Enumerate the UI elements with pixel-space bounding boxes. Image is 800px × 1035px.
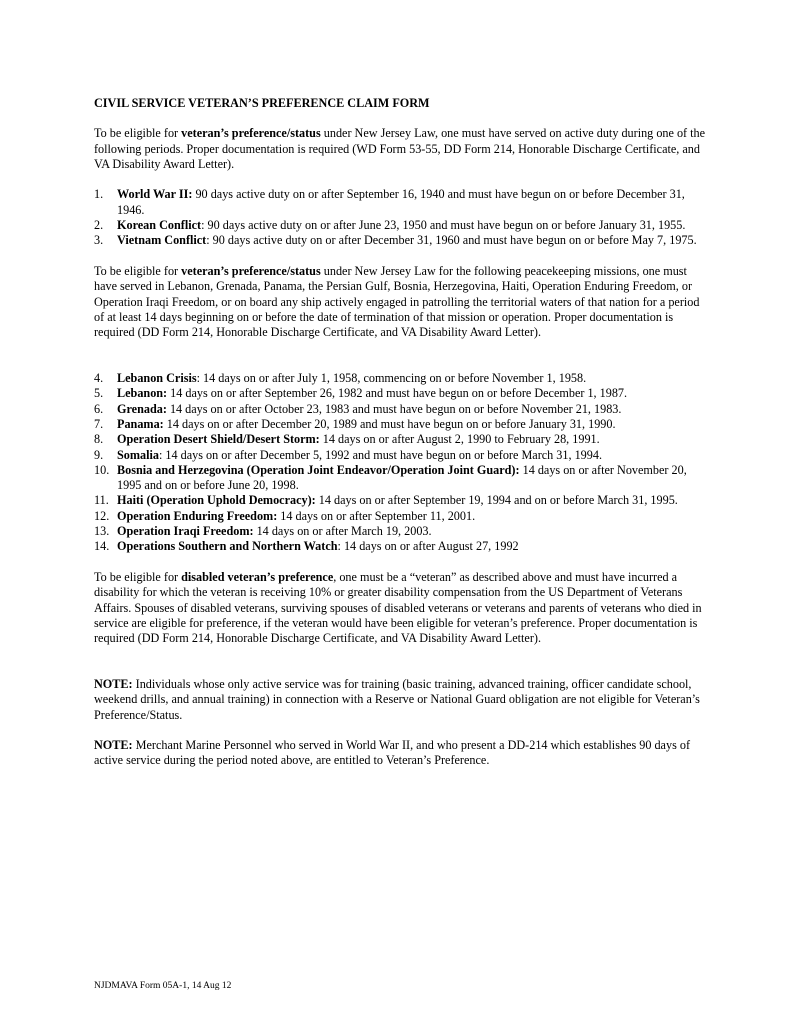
item-name: Korean Conflict [117, 218, 202, 233]
list-item [94, 493, 706, 508]
item-number: 9. [94, 447, 104, 462]
item-name: Operation Iraqi Freedom: [117, 524, 254, 539]
note-text: Individuals whose only active service was for training (basic training, advanced training, officer candidate school, weekend drills, and annual training) in connection with a Reserve or National Guard obligation are not eligible for Veteran’s Preference/Status. [94, 676, 700, 722]
list-item [94, 371, 706, 386]
item-name: Operation Desert Shield/Desert Storm: [117, 432, 320, 447]
item-number: 4. [94, 371, 104, 386]
list-item [94, 417, 706, 432]
peace-text-post: under New Jersey Law for the following peacekeeping missions, one must have served in Lebanon, Grenada, Panama, the Persian Gulf, Bosnia, Herzegovina, Haiti, Operation Enduring Freedom, or Operation Iraqi Freedom, or on board any ship actively engaged in patrolling the territorial waters of that nation for a period of at least 14 days beginning on or before the date of termination of that mission or operation. Proper documentation is required (DD Form 214, Honorable Discharge Certificate, and VA Disability Award Letter). [94, 263, 700, 340]
list-item [94, 463, 706, 494]
intro-paragraph [94, 126, 706, 172]
item-text: 14 days on or after September 11, 2001. [277, 508, 476, 523]
item-name: Panama: [117, 416, 164, 431]
list-item [94, 448, 706, 463]
item-number: 2. [94, 218, 104, 233]
form-footer: NJDMAVA Form 05A-1, 14 Aug 12 [94, 981, 232, 991]
item-number: 3. [94, 233, 104, 248]
document-body [94, 96, 706, 769]
item-number: 8. [94, 432, 104, 447]
item-text: : 14 days on or after July 1, 1958, commencing on or before November 1, 1958. [196, 371, 587, 386]
wartime-list [94, 187, 706, 248]
item-text: : 90 days active duty on or after December 31, 1960 and must have begun on or before May 7, 1975. [206, 233, 697, 248]
item-name: Haiti (Operation Uphold Democracy): [117, 493, 316, 508]
disabled-bold-term: disabled veteran’s preference [181, 569, 334, 584]
peace-text-pre: To be eligible for [94, 263, 182, 278]
item-name: Operations Southern and Northern Watch [117, 539, 338, 554]
note-merchant-marine [94, 738, 706, 769]
item-text: 90 days active duty on or after September 16, 1940 and must have begun on or before December 31, 1946. [117, 187, 685, 217]
intro-text-pre: To be eligible for [94, 126, 182, 141]
list-item [94, 539, 706, 554]
item-text: 14 days on or after August 2, 1990 to February 28, 1991. [319, 432, 600, 447]
peacekeeping-paragraph [94, 264, 706, 340]
item-text: 14 days on or after December 20, 1989 and must have begun on or before January 31, 1990. [163, 416, 616, 431]
item-number: 11. [94, 493, 109, 508]
item-text: : 14 days on or after December 5, 1992 and must have begun on or before March 31, 1994. [158, 447, 603, 462]
item-name: Lebanon Crisis [117, 371, 197, 386]
item-number: 12. [94, 508, 110, 523]
list-item [94, 187, 706, 218]
note-label: NOTE: [94, 676, 133, 691]
disabled-veteran-paragraph [94, 570, 706, 646]
note-training [94, 677, 706, 723]
intro-text-post: under New Jersey Law, one must have served on active duty during one of the following periods. Proper documentation is required (WD Form 53-55, DD Form 214, Honorable Discharge Certificate, and VA Disability Award Letter). [94, 126, 706, 171]
list-item [94, 233, 706, 248]
list-item [94, 402, 706, 417]
item-name: Somalia [117, 447, 159, 462]
item-number: 14. [94, 539, 110, 554]
list-item [94, 218, 706, 233]
item-number: 13. [94, 524, 110, 539]
disabled-text-post: , one must be a “veteran” as described above and must have incurred a disability for which the veteran is receiving 10% or greater disability compensation from the US Department of Veterans Affairs. Spouses of disabled veterans, surviving spouses of disabled veterans or veterans and parents of veterans who died in service are eligible for preference, if the veteran would have been eligible for veteran’s preference. Proper documentation is required (DD Form 214, Honorable Discharge Certificate, and VA Disability Award Letter). [94, 569, 702, 646]
item-name: Bosnia and Herzegovina (Operation Joint Endeavor/Operation Joint Guard): [117, 462, 520, 477]
intro-bold-term: veteran’s preference/status [181, 126, 321, 141]
item-number: 7. [94, 416, 104, 431]
item-name: Operation Enduring Freedom: [117, 508, 278, 523]
item-name: Lebanon: [117, 386, 168, 401]
item-number: 1. [94, 187, 104, 202]
item-text: 14 days on or after March 19, 2003. [253, 524, 432, 539]
item-text: 14 days on or after November 20, 1995 and on or before June 20, 1998. [117, 462, 687, 493]
item-number: 5. [94, 386, 104, 401]
list-item [94, 386, 706, 401]
note-label: NOTE: [94, 738, 133, 753]
form-title: CIVIL SERVICE VETERAN’S PREFERENCE CLAIM FORM [94, 96, 430, 110]
disabled-text-pre: To be eligible for [94, 569, 182, 584]
item-number: 6. [94, 401, 104, 416]
item-text: 14 days on or after September 26, 1982 and must have begun on or before December 1, 1987. [167, 386, 628, 401]
list-item [94, 524, 706, 539]
peacekeeping-list [94, 371, 706, 555]
item-name: Vietnam Conflict [117, 233, 207, 248]
note-text: Merchant Marine Personnel who served in World War II, and who present a DD-214 which establishes 90 days of active service during the period noted above, are entitled to Veteran’s Preference. [94, 738, 691, 768]
item-text: : 14 days on or after August 27, 1992 [337, 539, 519, 554]
item-text: 14 days on or after October 23, 1983 and must have begun on or before November 21, 1983. [166, 401, 622, 416]
item-text: 14 days on or after September 19, 1994 and on or before March 31, 1995. [315, 493, 678, 508]
item-name: World War II: [117, 187, 193, 202]
item-name: Grenada: [117, 401, 167, 416]
item-text: : 90 days active duty on or after June 23, 1950 and must have begun on or before January 31, 1955. [201, 218, 686, 233]
list-item [94, 509, 706, 524]
item-number: 10. [94, 462, 110, 477]
list-item [94, 432, 706, 447]
peace-bold-term: veteran’s preference/status [181, 263, 321, 278]
